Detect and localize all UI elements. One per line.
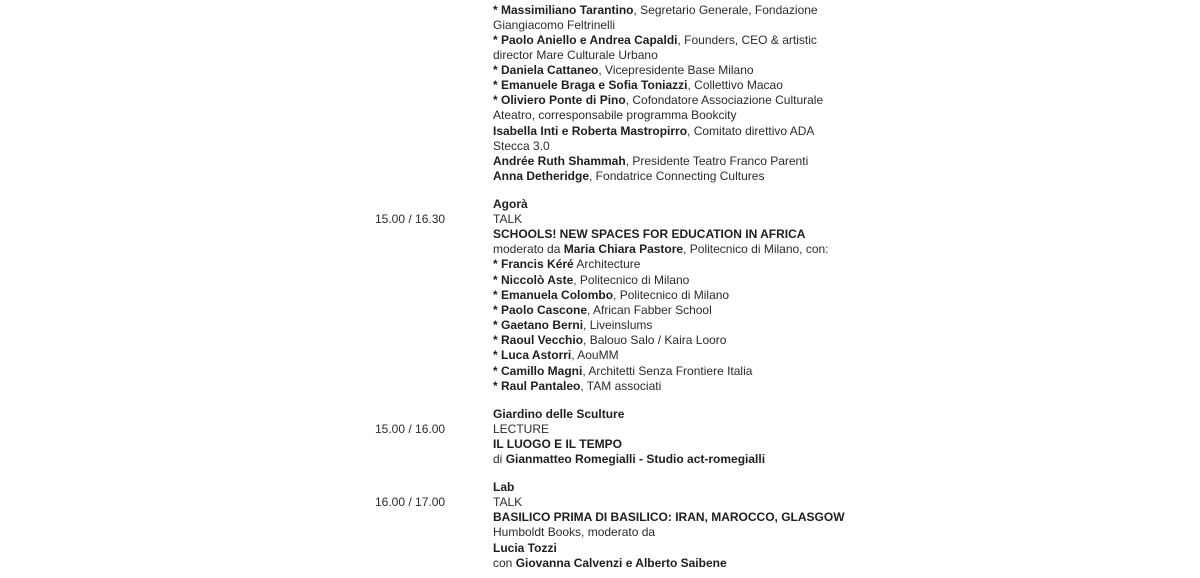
event-type: TALK — [493, 212, 523, 226]
event-guests: con Giovanna Calvenzi e Alberto Saibene — [493, 556, 727, 570]
speaker-line: * Massimiliano Tarantino, Segretario Generale, Fondazione — [493, 3, 818, 17]
event-time: 16.00 / 17.00 — [375, 495, 446, 509]
speaker-line: Anna Detheridge, Fondatrice Connecting Cultures — [493, 169, 765, 183]
event-publisher: Humboldt Books, moderato da — [493, 525, 656, 539]
speaker-line: * Emanuele Braga e Sofia Toniazzi, Collettivo Macao — [493, 78, 783, 92]
event-venue: Giardino delle Sculture — [493, 407, 625, 421]
speaker-line: * Camillo Magni, Architetti Senza Frontiere Italia — [493, 364, 753, 378]
speaker-line: * Paolo Aniello e Andrea Capaldi, Founders, CEO & artistic — [493, 33, 817, 47]
speaker-line: * Daniela Cattaneo, Vicepresidente Base Milano — [493, 63, 754, 77]
speaker-line: Giangiacomo Feltrinelli — [493, 18, 616, 32]
speaker-line: * Paolo Cascone, African Fabber School — [493, 303, 712, 317]
event-time: 15.00 / 16.30 — [375, 212, 446, 226]
speaker-line: * Raoul Vecchio, Balouo Salo / Kaira Looro — [493, 333, 727, 347]
speaker-line: * Emanuela Colombo, Politecnico di Milano — [493, 288, 730, 302]
speaker-line: director Mare Culturale Urbano — [493, 48, 658, 62]
speaker-line: * Oliviero Ponte di Pino, Cofondatore Associazione Culturale — [493, 93, 824, 107]
event-moderator: moderato da Maria Chiara Pastore, Politecnico di Milano, con: — [493, 242, 829, 256]
speaker-line: * Gaetano Berni, Liveinslums — [493, 318, 653, 332]
event-venue: Agorà — [493, 197, 528, 211]
speaker-line: Isabella Inti e Roberta Mastropirro, Comitato direttivo ADA — [493, 124, 815, 138]
event-title: IL LUOGO E IL TEMPO — [493, 437, 622, 451]
speaker-line: Ateatro, corresponsabile programma Bookcity — [493, 108, 737, 122]
speaker-line: * Luca Astorri, AouMM — [493, 348, 619, 362]
event-title: BASILICO PRIMA DI BASILICO: IRAN, MAROCCO, GLASGOW — [493, 510, 845, 524]
event-venue: Lab — [493, 480, 515, 494]
speaker-line: Andrée Ruth Shammah, Presidente Teatro Franco Parenti — [493, 154, 809, 168]
event-type: TALK — [493, 495, 523, 509]
speaker-line: * Francis Kéré Architecture — [493, 257, 641, 271]
event-speaker: di Gianmatteo Romegialli - Studio act-romegialli — [493, 452, 766, 466]
event-type: LECTURE — [493, 422, 550, 436]
event-moderator: Lucia Tozzi — [493, 541, 557, 555]
speaker-line: * Niccolò Aste, Politecnico di Milano — [493, 273, 690, 287]
speaker-line: Stecca 3.0 — [493, 139, 550, 153]
speaker-line: * Raul Pantaleo, TAM associati — [493, 379, 662, 393]
event-title: SCHOOLS! NEW SPACES FOR EDUCATION IN AFRICA — [493, 227, 806, 241]
event-time: 15.00 / 16.00 — [375, 422, 446, 436]
